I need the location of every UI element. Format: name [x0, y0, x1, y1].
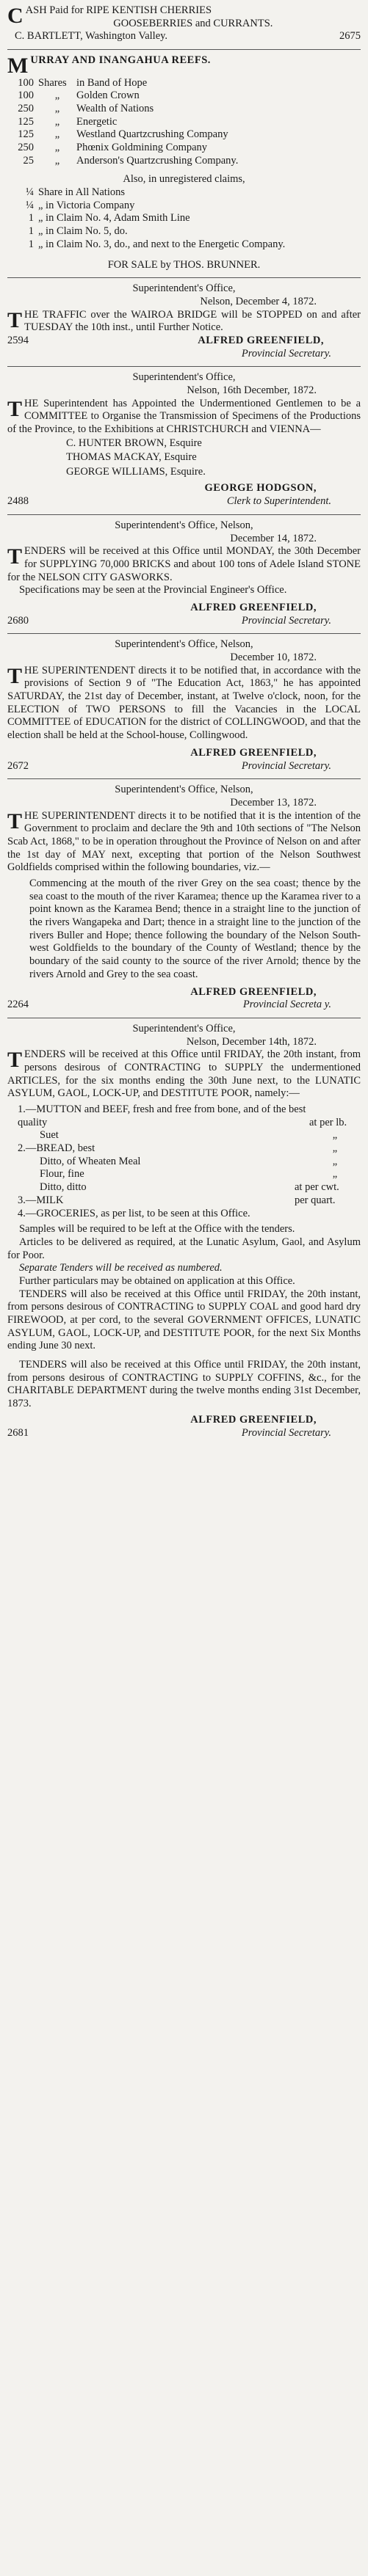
- drop-cap: M: [7, 54, 29, 79]
- signature-title: Provincial Secretary.: [241, 759, 331, 772]
- reefs-title-text: URRAY AND INANGAHUA REEFS.: [30, 54, 211, 67]
- signature-row: [7, 615, 361, 628]
- signature-row: [7, 999, 361, 1012]
- notice-body: [7, 309, 361, 335]
- notice-paragraph: TENDERS will also be received at this Office until FRIDAY, the 20th instant, from persons desirous of CONTRACTING to SUPPLY COAL and good hard dry FIREWOOD, at per cord, to the several GOVERNMENT OFFICES, LUNATIC ASYLUM, GAOL, LOCK-UP, and DESTITUTE POOR, for the next Six Months ending June 30 next.: [7, 1288, 361, 1352]
- share-row: 100 Shares in Band of Hope: [18, 76, 148, 89]
- notice-paragraph: Further particulars may be obtained on application at this Office.: [19, 1274, 295, 1287]
- drop-cap: T: [7, 809, 23, 833]
- advert-wairoa-bridge: [7, 278, 361, 362]
- supply-items: [7, 1103, 361, 1220]
- advert-education-election: [7, 634, 361, 774]
- signature: ALFRED GREENFIELD,: [190, 985, 317, 998]
- notice-date: December 13, 1872.: [230, 796, 317, 809]
- advert-exhibition-committee: [7, 367, 361, 510]
- advert-number: 2264: [7, 999, 29, 1011]
- cherries-advertiser: C. BARTLETT, Washington Valley.: [15, 30, 168, 43]
- cherries-subline: GOOSEBERRIES and CURRANTS.: [113, 17, 273, 29]
- signature: ALFRED GREENFIELD,: [190, 1413, 317, 1426]
- advert-bricks-tender: [7, 515, 361, 630]
- notice-text: ENDERS will be received at this Office until FRIDAY, the 20th instant, from persons desirous of CONTRACTING to SUPPLY the undermentioned ARTICLES, for the six months ending the 30th June next, to the LUNATIC ASYLUM, GAOL, LOCK-UP, and DESTITUTE POOR, namely:—: [7, 1048, 361, 1100]
- signature-title: Provincial Secreta y.: [242, 999, 331, 1011]
- drop-cap: C: [7, 4, 24, 28]
- signature: ALFRED GREENFIELD,: [190, 746, 317, 759]
- signature-row: [7, 760, 361, 773]
- notice-body: [7, 810, 361, 875]
- share-row: 25 „ Anderson's Quartzcrushing Company.: [23, 154, 239, 167]
- supply-item: Ditto, ditto at per cwt.: [40, 1181, 339, 1194]
- notice-text: ENDERS will be received at this Office until MONDAY, the 30th December for SUPPLYING 70,000 BRICKS and about 100 tons of Adele Island STONE for the NELSON CITY GASWORKS.: [7, 545, 361, 583]
- claim-row: ¼ „ in Victoria Company: [26, 199, 135, 211]
- advert-scab-act: [7, 779, 361, 1013]
- notice-body: [7, 1048, 361, 1101]
- committee-member: GEORGE WILLIAMS, Esquire.: [66, 465, 206, 478]
- boundary-description: Commencing at the mouth of the river Grey on the sea coast; thence by the sea coast to the mouth of the river Karamea; thence up the Karamea river to a point known as the Karamea Bend; thence in a straight line to the junction of the rivers Wangapeka and Dart; thence in a straight line to the junction of the rivers Buller and Hope; thence following the boundary of the Nelson South-west Goldfields to the boundary of the County of Westland; thence by the boundary of the said county to the source of the river Arnold; thence by the rivers Arnold and Grey to the sea coast.: [29, 877, 361, 980]
- advert-number: 2672: [7, 759, 29, 772]
- cherries-headline: ASH Paid for RIPE KENTISH CHERRIES: [25, 4, 212, 16]
- supply-item: Suet „: [40, 1129, 338, 1142]
- claim-row: 1 „ in Claim No. 3, do., and next to the Energetic Company.: [28, 238, 286, 250]
- advert-number: 2488: [7, 495, 29, 508]
- signature-title: Clerk to Superintendent.: [226, 495, 331, 508]
- share-row: 250 „ Wealth of Nations: [18, 102, 154, 114]
- share-row: 125 „ Energetic: [18, 115, 118, 128]
- notice-body: [7, 665, 361, 742]
- share-row: 250 „ Phœnix Goldmining Company: [18, 142, 208, 153]
- supply-item: Ditto, of Wheaten Meal „: [40, 1155, 338, 1167]
- notice-body: [7, 545, 361, 584]
- notice-date: Nelson, December 14th, 1872.: [186, 1035, 317, 1048]
- claim-row: 1 „ in Claim No. 4, Adam Smith Line: [28, 212, 190, 225]
- drop-cap: T: [7, 396, 23, 421]
- cherries-sign-row: [7, 30, 361, 43]
- drop-cap: T: [7, 307, 23, 332]
- advert-reefs: [7, 50, 361, 273]
- advert-number: 2681: [7, 1426, 29, 1439]
- office-heading: Superintendent's Office,: [132, 282, 236, 295]
- notice-text: HE TRAFFIC over the WAIROA BRIDGE will be STOPPED on and after TUESDAY the 10th inst., until Further Notice.: [24, 308, 361, 334]
- signature: ALFRED GREENFIELD,: [190, 601, 317, 613]
- advert-number: 2680: [7, 614, 29, 627]
- committee-members: [7, 437, 361, 480]
- share-row: 100 „ Golden Crown: [18, 90, 140, 102]
- committee-member: C. HUNTER BROWN, Esquire: [66, 437, 202, 449]
- notice-paragraph: Separate Tenders will be received as numbered.: [19, 1262, 223, 1274]
- notice-date: December 10, 1872.: [230, 652, 317, 663]
- signature-title: Provincial Secretary.: [241, 1426, 331, 1439]
- notice-paragraph: Samples will be required to be left at the Office with the tenders.: [19, 1223, 295, 1236]
- office-heading: Superintendent's Office, Nelson,: [115, 784, 253, 796]
- advert-number: 2675: [339, 30, 361, 43]
- supply-item: 1.—MUTTON and BEEF, fresh and free from bone, and of the best quality at per lb.: [18, 1103, 347, 1128]
- notice-text: HE Superintendent has Appointed the Undermentioned Gentlemen to be a COMMITTEE to Organise the Transmission of Specimens of the Productions of the Province, to the Exhibitions at CHRISTCHURCH and VIENNA—: [7, 397, 361, 436]
- office-heading: Superintendent's Office,: [132, 1022, 236, 1035]
- reefs-also: Also, in unregistered claims,: [123, 173, 245, 186]
- advert-supplies-tender: [7, 1018, 361, 1441]
- office-heading: Superintendent's Office,: [132, 371, 236, 384]
- signature-title: Provincial Secretary.: [241, 347, 331, 360]
- supply-item: 4.—GROCERIES, as per list, to be seen at this Office.: [18, 1207, 250, 1219]
- reefs-for-sale: FOR SALE by THOS. BRUNNER.: [107, 258, 261, 271]
- supply-item: Flour, fine „: [40, 1168, 338, 1181]
- notice-body: [7, 398, 361, 437]
- claim-list: [7, 186, 361, 251]
- office-heading: Superintendent's Office, Nelson,: [115, 519, 253, 531]
- notice-paragraph: Articles to be delivered as required, at the Lunatic Asylum, Gaol, and Asylum for Poor.: [7, 1236, 361, 1261]
- notice-date: December 14, 1872.: [230, 532, 317, 544]
- signature-row: [7, 495, 361, 508]
- notice-date: Nelson, December 4, 1872.: [200, 295, 317, 307]
- notice-date: Nelson, 16th December, 1872.: [187, 384, 317, 396]
- notice-text: HE SUPERINTENDENT directs it to be notified that, in accordance with the provisions of Section 9 of "The Education Act, 1863," he has appointed SATURDAY, the 21st day of December, instant, at Twelve o'clock, noon, for the ELECTION of TWO PERSONS to fill the Vacancies in the LOCAL COMMITTEE of EDUCATION for the district of COLLINGWOOD, and that the election shall be held at the School-house, Collingwood.: [7, 664, 361, 742]
- signature: GEORGE HODGSON,: [204, 482, 317, 495]
- drop-cap: T: [7, 663, 23, 688]
- signature-row: [7, 335, 361, 348]
- advert-number: 2594: [7, 334, 29, 346]
- supply-item: 2.—BREAD, best „: [18, 1142, 338, 1155]
- notice-paragraph: Specifications may be seen at the Provincial Engineer's Office.: [19, 584, 287, 596]
- committee-member: THOMAS MACKAY, Esquire: [66, 451, 197, 464]
- signature-row: [7, 1427, 361, 1440]
- signature: ALFRED GREENFIELD,: [198, 334, 324, 346]
- supply-item: 3.—MILK per quart.: [18, 1194, 336, 1206]
- advert-cherries: [7, 0, 361, 45]
- signature-title: Provincial Secretary.: [241, 614, 331, 627]
- share-row: 125 „ Westland Quartzcrushing Company: [18, 128, 228, 141]
- notice-paragraph: TENDERS will also be received at this Office until FRIDAY, the 20th instant, from persons desirous of CONTRACTING to SUPPLY COFFINS, &c., for the CHARITABLE DEPARTMENT during the twelve months ending 31st December, 1873.: [7, 1359, 361, 1410]
- share-list: [7, 77, 361, 168]
- claim-row: ¼ Share in All Nations: [26, 186, 126, 199]
- drop-cap: T: [7, 1048, 23, 1073]
- drop-cap: T: [7, 544, 23, 569]
- claim-row: 1 „ in Claim No. 5, do.: [28, 225, 128, 238]
- reefs-title: [7, 54, 361, 79]
- office-heading: Superintendent's Office, Nelson,: [115, 638, 253, 651]
- notice-text: HE SUPERINTENDENT directs it to be notified that it is the intention of the Government to proclaim and declare the 9th and 10th sections of "The Nelson Scab Act, 1868," to be in operation throughout the Province of Nelson on and after the 1st day of MAY next, excepting that portion of the Nelson Southwest Goldfields comprised within the following boundaries, viz.—: [7, 809, 361, 874]
